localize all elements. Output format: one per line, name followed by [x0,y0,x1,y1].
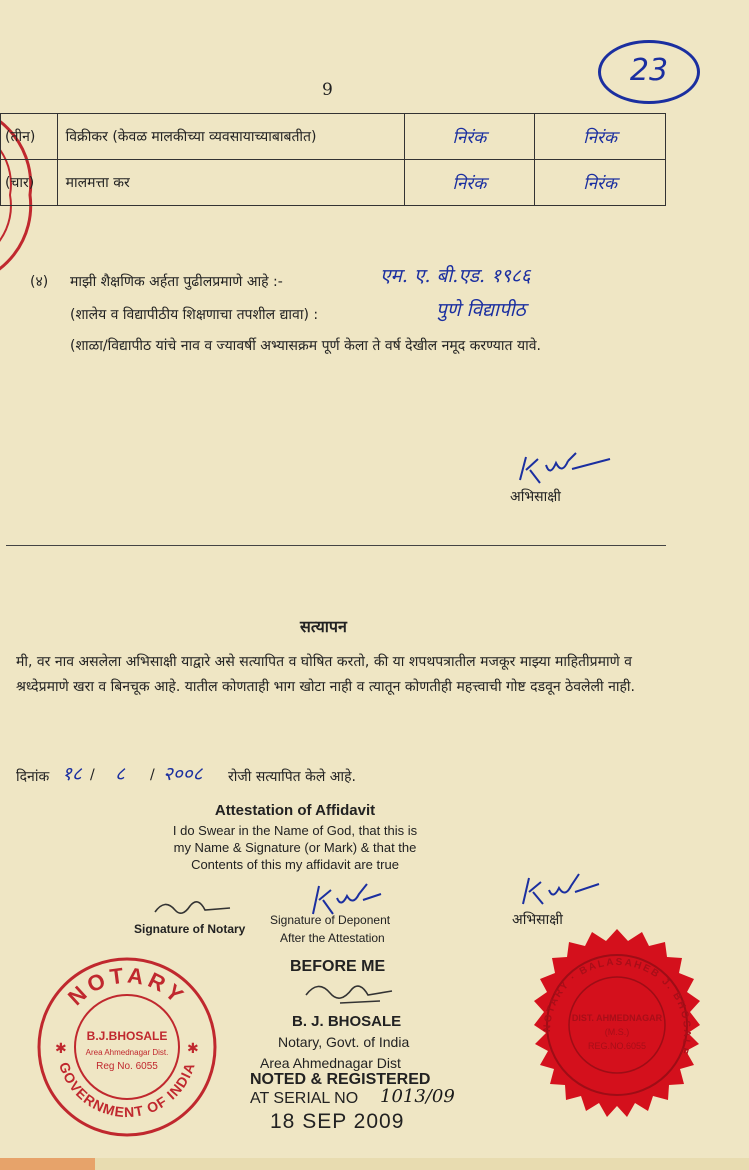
stamp-top-text: NOTARY [63,962,192,1011]
university-handwritten: पुणे विद्यापीठ [436,299,526,321]
verification-heading: सत्यापन [300,617,347,636]
row-label: मालमत्ता कर [57,160,404,206]
table-row [1,114,666,160]
row-index: (चार) [1,160,58,206]
date-sep: / [150,767,155,783]
notary-signature [150,890,240,925]
attestation-line: I do Swear in the Name of God, that this is [172,823,418,838]
before-me: BEFORE ME [290,958,386,975]
stamp-reg: Reg No. 6055 [96,1061,158,1072]
attestation-title: Attestation of Affidavit [214,802,376,819]
deponent-label-top: अभिसाक्षी [510,489,561,505]
attestation-text [110,822,480,873]
noted-registered: NOTED & REGISTERED [250,1071,431,1088]
row-index: (तीन) [1,114,58,160]
row-value-2: निरंक [535,160,666,206]
date-month: ८ [115,763,125,785]
education-line-3: (शाळा/विद्यापीठ यांचे नाव व ज्यावर्षी अभ्यासक्रम पूर्ण केला ते वर्ष देखील नमूद करण्यात यावे. [70,338,541,354]
stamp-name: B.J.BHOSALE [86,1029,168,1043]
education-number: (४) [30,274,49,290]
serial-value: 1013/09 [380,1086,455,1107]
row-value-1: निरंक [404,114,535,160]
seal-center-2: (M.S.) [604,1027,630,1037]
date-suffix: रोजी सत्यापित केले आहे. [228,769,356,785]
deponent-label: अभिसाक्षी [512,912,563,928]
education-answer-handwritten: एम. ए. बी.एड. १९८६ [380,265,531,287]
deponent-signature-top [510,445,620,490]
notary-name: B. J. BHOSALE [292,1013,402,1030]
date-label: दिनांक [16,769,50,785]
stamp-area: Area Ahmednagar Dist. [85,1048,169,1057]
section-divider [6,545,666,546]
bottom-edge [0,1158,749,1170]
deponent-signature-right [515,870,605,910]
row-label: विक्रीकर (केवळ मालकीच्या व्यवसायाच्याबाबतीत) [57,114,404,160]
notary-title: Notary, Govt. of India [278,1034,410,1050]
notary-area: Area Ahmednagar Dist [260,1055,401,1071]
date-day: १८ [62,763,82,785]
seal-ring-text: NOTARY · BALASAHEB J. BHOSALE [541,956,693,1058]
education-line-1: माझी शैक्षणिक अर्हता पुढीलप्रमाणे आहे :- [70,274,283,290]
star-icon: ✱ [187,1041,199,1057]
page-number: 9 [322,80,333,100]
notary-round-stamp [35,955,220,1140]
circled-page-number: 23 [598,40,700,104]
deponent-signature-label: Signature of Deponent [270,913,391,927]
notary-signature-label: Signature of Notary [134,922,246,936]
notary-signature-2 [300,975,400,1010]
attestation-line: my Name & Signature (or Mark) & that the [173,840,417,855]
tax-table [0,113,666,206]
star-icon: ✱ [55,1041,67,1057]
seal-center-1: DIST. AHMEDNAGAR [571,1013,663,1023]
row-value-1: निरंक [404,160,535,206]
bottom-edge-accent [0,1158,95,1170]
attestation-line: Contents of this my affidavit are true [191,857,399,872]
date-sep: / [90,767,95,783]
deponent-signature-label-2: After the Attestation [280,931,385,945]
stamp-bottom-text: GOVERNMENT OF INDIA [56,1060,198,1121]
notary-wax-seal [510,925,725,1140]
date-stamp: 18 SEP 2009 [270,1110,405,1133]
table-row [1,160,666,206]
education-line-2: (शालेय व विद्यापीठीय शिक्षणाचा तपशील द्यावा) : [70,307,319,323]
verification-paragraph: मी, वर नाव असलेला अभिसाक्षी याद्वारे असे सत्यापित व घोषित करतो, की या शपथपत्रातील मजकूर माझ्या माहितीप्रमाणे व श्रध्देप्रमाणे खरा व बिनचूक आहे. यातील कोणताही भाग खोटा नाही व त्यातून कोणतीही महत्त्वाची गोष्ट दडवून ठेवलेली नाही. [16,654,635,695]
serial-label: AT SERIAL NO [250,1090,359,1107]
seal-center-3: REG.NO.6055 [587,1041,647,1051]
date-year: २००८ [163,763,203,785]
row-value-2: निरंक [535,114,666,160]
